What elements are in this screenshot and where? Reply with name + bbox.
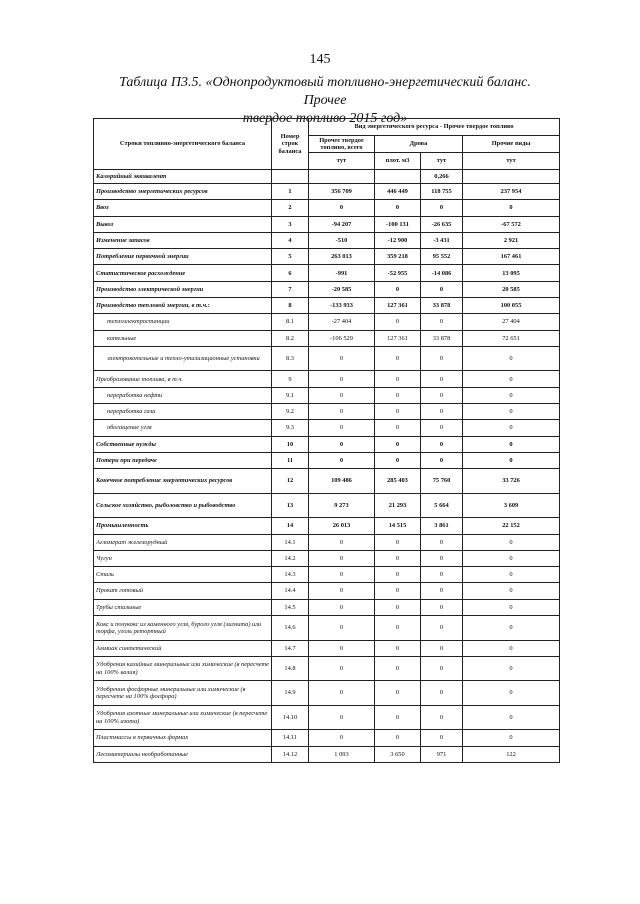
row-value: 0 xyxy=(463,616,560,641)
table-row xyxy=(94,200,560,216)
row-number: 14.4 xyxy=(272,583,309,599)
row-value: 0 xyxy=(375,281,421,297)
table-row xyxy=(94,346,560,371)
row-value: 0 xyxy=(463,346,560,371)
table-row xyxy=(94,567,560,583)
row-value: 0 xyxy=(421,550,463,566)
row-value: 0 xyxy=(309,346,375,371)
row-value: 0 xyxy=(463,200,560,216)
table-row xyxy=(94,493,560,518)
row-label: Удобрения фосфорные минеральные или химические (в пересчете на 100% фосфора) xyxy=(94,681,272,706)
table-row xyxy=(94,518,560,534)
header-total-column: Прочее твердое топливо, всего xyxy=(309,136,375,153)
table-row xyxy=(94,314,560,330)
row-value: 0 xyxy=(309,656,375,681)
row-number: 1 xyxy=(272,184,309,200)
row-value: 33 878 xyxy=(421,298,463,314)
row-number: 9.2 xyxy=(272,404,309,420)
row-value: 0 xyxy=(421,452,463,468)
table-row xyxy=(94,534,560,550)
row-value: 14 515 xyxy=(375,518,421,534)
row-value: 263 013 xyxy=(309,249,375,265)
row-label: Собственные нужды xyxy=(94,436,272,452)
row-value: 122 xyxy=(463,746,560,762)
row-label: котельные xyxy=(94,330,272,346)
row-value: 0 xyxy=(309,599,375,615)
row-label: Сельское хозяйство, рыболовство и рыбоводство xyxy=(94,493,272,518)
table-row xyxy=(94,281,560,297)
row-value: 13 095 xyxy=(463,265,560,281)
row-value: 100 055 xyxy=(463,298,560,314)
row-value: -3 431 xyxy=(421,232,463,248)
header-wood-column: Дрова xyxy=(375,136,463,153)
row-value: 0 xyxy=(463,550,560,566)
row-value: 0 xyxy=(309,371,375,387)
header-rows-column: Строки топливно-энергетического баланса xyxy=(94,119,272,170)
row-value: 5 664 xyxy=(421,493,463,518)
unit-total: тут xyxy=(309,153,375,170)
row-label: обогащение угля xyxy=(94,420,272,436)
row-value: 0 xyxy=(463,387,560,403)
row-value: 0 xyxy=(375,371,421,387)
header-other-column: Прочие виды xyxy=(463,136,560,153)
row-value: -510 xyxy=(309,232,375,248)
row-value: 0 xyxy=(421,681,463,706)
row-value: 0 xyxy=(309,200,375,216)
row-value: 127 361 xyxy=(375,330,421,346)
row-value: 356 709 xyxy=(309,184,375,200)
row-value: 0 xyxy=(309,436,375,452)
row-value: 0 xyxy=(309,420,375,436)
row-label: Производство энергетических ресурсов xyxy=(94,184,272,200)
caption-line-2: твердое топливо 2015 год» xyxy=(242,111,408,126)
row-value: 0 xyxy=(309,705,375,730)
calorific-label: Калорийный эквивалент xyxy=(94,170,272,184)
table-row xyxy=(94,640,560,656)
table-row xyxy=(94,330,560,346)
row-value: 33 878 xyxy=(421,330,463,346)
row-value: 0 xyxy=(463,656,560,681)
row-label: Вывоз xyxy=(94,216,272,232)
row-label: Пластмассы в первичных формах xyxy=(94,730,272,746)
row-number: 14.9 xyxy=(272,681,309,706)
row-value: 0 xyxy=(463,730,560,746)
row-label: Ввоз xyxy=(94,200,272,216)
table-row xyxy=(94,599,560,615)
row-label: Конечное потребление энергетических ресурсов xyxy=(94,469,272,494)
row-number: 13 xyxy=(272,493,309,518)
row-value: 0 xyxy=(375,583,421,599)
row-value: -52 955 xyxy=(375,265,421,281)
row-value: -133 933 xyxy=(309,298,375,314)
row-value: 0 xyxy=(421,583,463,599)
table-row xyxy=(94,469,560,494)
row-value: 3 609 xyxy=(463,493,560,518)
row-value: 3 650 xyxy=(375,746,421,762)
row-value: 0 xyxy=(375,534,421,550)
row-value: 0 xyxy=(421,705,463,730)
row-value: 0 xyxy=(463,705,560,730)
row-value: 0 xyxy=(421,371,463,387)
row-label: Изменение запасов xyxy=(94,232,272,248)
row-label: Трубы стальные xyxy=(94,599,272,615)
row-number: 14.5 xyxy=(272,599,309,615)
row-number: 9 xyxy=(272,371,309,387)
row-number: 9.3 xyxy=(272,420,309,436)
row-number: 11 xyxy=(272,452,309,468)
unit-other: тут xyxy=(463,153,560,170)
row-value: 21 293 xyxy=(375,493,421,518)
row-value: 0 xyxy=(309,404,375,420)
row-value: -26 635 xyxy=(421,216,463,232)
row-value: 0 xyxy=(375,452,421,468)
row-label: Статистическое расхождение xyxy=(94,265,272,281)
table-row xyxy=(94,705,560,730)
calorific-value: 0,266 xyxy=(421,170,463,184)
row-value: 0 xyxy=(375,705,421,730)
row-value: 0 xyxy=(309,583,375,599)
row-number: 14.6 xyxy=(272,616,309,641)
row-number: 6 xyxy=(272,265,309,281)
row-value: 167 461 xyxy=(463,249,560,265)
row-value: -14 086 xyxy=(421,265,463,281)
row-value: 0 xyxy=(375,730,421,746)
row-label: Производство электрической энергии xyxy=(94,281,272,297)
row-value: -100 131 xyxy=(375,216,421,232)
row-label: Аммиак синтетический xyxy=(94,640,272,656)
row-number: 3 xyxy=(272,216,309,232)
row-value: 95 552 xyxy=(421,249,463,265)
row-value: 0 xyxy=(421,567,463,583)
row-value: 0 xyxy=(421,436,463,452)
table-row xyxy=(94,583,560,599)
row-value: 0 xyxy=(421,616,463,641)
row-value: 0 xyxy=(375,346,421,371)
row-value: 0 xyxy=(463,640,560,656)
row-number: 9.1 xyxy=(272,387,309,403)
row-value: 0 xyxy=(375,567,421,583)
row-number: 14.1 xyxy=(272,534,309,550)
row-value: 237 954 xyxy=(463,184,560,200)
row-value: 0 xyxy=(375,436,421,452)
row-label: переработка нефти xyxy=(94,387,272,403)
row-value: -94 207 xyxy=(309,216,375,232)
row-value: 0 xyxy=(421,599,463,615)
row-value: 0 xyxy=(463,534,560,550)
row-value: 0 xyxy=(309,730,375,746)
row-number: 5 xyxy=(272,249,309,265)
row-label: Преобразование топлива, в т.ч. xyxy=(94,371,272,387)
row-value: 0 xyxy=(375,200,421,216)
table-row xyxy=(94,656,560,681)
row-label: Агломерат железорудный xyxy=(94,534,272,550)
row-value: 0 xyxy=(463,371,560,387)
row-value: -991 xyxy=(309,265,375,281)
calorific-row xyxy=(94,170,560,184)
row-value: 26 013 xyxy=(309,518,375,534)
row-value: 0 xyxy=(375,599,421,615)
row-value: 0 xyxy=(309,387,375,403)
row-value: 0 xyxy=(375,616,421,641)
row-number: 8.3 xyxy=(272,346,309,371)
table-row xyxy=(94,436,560,452)
row-value: 0 xyxy=(463,404,560,420)
row-label: переработка газа xyxy=(94,404,272,420)
row-value: 0 xyxy=(375,640,421,656)
row-value: 0 xyxy=(309,681,375,706)
row-value: 0 xyxy=(375,404,421,420)
row-number: 14.2 xyxy=(272,550,309,566)
energy-balance-table xyxy=(93,118,560,763)
row-value: 118 755 xyxy=(421,184,463,200)
header-number-column: Номер строк баланса xyxy=(272,119,309,170)
caption-line-1: Таблица П3.5. «Однопродуктовый топливно-энергетический баланс. Прочее xyxy=(119,75,531,108)
row-value: -27 404 xyxy=(309,314,375,330)
row-value: 0 xyxy=(421,346,463,371)
row-number: 8 xyxy=(272,298,309,314)
table-row xyxy=(94,387,560,403)
row-value: 0 xyxy=(421,404,463,420)
row-value: 0 xyxy=(421,656,463,681)
table-row xyxy=(94,216,560,232)
row-number: 4 xyxy=(272,232,309,248)
page-number: 145 xyxy=(309,52,331,67)
row-number: 8.2 xyxy=(272,330,309,346)
row-value: 0 xyxy=(421,420,463,436)
row-value: 285 403 xyxy=(375,469,421,494)
row-value: 27 404 xyxy=(463,314,560,330)
header-resource-group: Вид энергетического ресурса - Прочее твердое топливо xyxy=(309,119,560,136)
table-row xyxy=(94,730,560,746)
row-value: 22 152 xyxy=(463,518,560,534)
row-value: 0 xyxy=(375,656,421,681)
row-value: 33 726 xyxy=(463,469,560,494)
row-value: 0 xyxy=(375,314,421,330)
row-number: 14.7 xyxy=(272,640,309,656)
row-number: 2 xyxy=(272,200,309,216)
row-value: 0 xyxy=(463,420,560,436)
row-value: 0 xyxy=(309,616,375,641)
row-value: 127 361 xyxy=(375,298,421,314)
row-number: 12 xyxy=(272,469,309,494)
table-row xyxy=(94,746,560,762)
row-label: электрокотельные и тепло-утилизационные установки xyxy=(94,346,272,371)
row-label: Сталь xyxy=(94,567,272,583)
row-number: 7 xyxy=(272,281,309,297)
row-value: 0 xyxy=(309,550,375,566)
row-value: 0 xyxy=(463,436,560,452)
row-value: 0 xyxy=(421,730,463,746)
row-label: Чугун xyxy=(94,550,272,566)
table-row xyxy=(94,616,560,641)
table-row xyxy=(94,298,560,314)
row-value: 0 xyxy=(463,567,560,583)
row-label: Прокат готовый xyxy=(94,583,272,599)
row-number: 8.1 xyxy=(272,314,309,330)
row-label: Удобрения азотные минеральные или химические (в пересчете на 100% азота) xyxy=(94,705,272,730)
row-value: 109 486 xyxy=(309,469,375,494)
row-label: Потери при передаче xyxy=(94,452,272,468)
row-value: -20 585 xyxy=(309,281,375,297)
row-value: -12 900 xyxy=(375,232,421,248)
row-value: 0 xyxy=(375,550,421,566)
row-number: 10 xyxy=(272,436,309,452)
row-number: 14.10 xyxy=(272,705,309,730)
table-row xyxy=(94,184,560,200)
table-row xyxy=(94,265,560,281)
table-row xyxy=(94,681,560,706)
row-number: 14.8 xyxy=(272,656,309,681)
row-value: 0 xyxy=(463,452,560,468)
row-value: 971 xyxy=(421,746,463,762)
row-value: 1 093 xyxy=(309,746,375,762)
row-number: 14.11 xyxy=(272,730,309,746)
row-value: 0 xyxy=(309,452,375,468)
row-label: Удобрения калийные минеральные или химические (в пересчете на 100% калия) xyxy=(94,656,272,681)
row-value: 0 xyxy=(421,281,463,297)
row-value: 0 xyxy=(375,681,421,706)
row-value: -106 529 xyxy=(309,330,375,346)
row-number: 14 xyxy=(272,518,309,534)
row-value: 0 xyxy=(309,640,375,656)
row-value: 0 xyxy=(309,534,375,550)
row-value: 0 xyxy=(309,567,375,583)
row-value: 0 xyxy=(375,420,421,436)
table-row xyxy=(94,452,560,468)
row-value: 0 xyxy=(463,583,560,599)
table-row xyxy=(94,404,560,420)
table-row xyxy=(94,371,560,387)
row-number: 14.3 xyxy=(272,567,309,583)
row-label: Производство тепловой энергии, в т.ч.: xyxy=(94,298,272,314)
row-value: 446 449 xyxy=(375,184,421,200)
row-value: 75 760 xyxy=(421,469,463,494)
row-value: 0 xyxy=(463,681,560,706)
row-value: 0 xyxy=(421,200,463,216)
table-row xyxy=(94,249,560,265)
row-label: Лесоматериалы необработанные xyxy=(94,746,272,762)
unit-wood-volume: плот. м3 xyxy=(375,153,421,170)
row-value: 0 xyxy=(421,387,463,403)
row-label: Промышленность xyxy=(94,518,272,534)
row-value: 0 xyxy=(421,314,463,330)
row-label: Кокс и полукокс из каменного угля, бурого угля (лигнита) или торфа, уголь ретортный xyxy=(94,616,272,641)
row-value: 0 xyxy=(375,387,421,403)
table-row xyxy=(94,550,560,566)
row-label: Потребление первичной энергии xyxy=(94,249,272,265)
row-label: теплоэлектростанции xyxy=(94,314,272,330)
table-row xyxy=(94,232,560,248)
row-value: 2 921 xyxy=(463,232,560,248)
row-value: 9 273 xyxy=(309,493,375,518)
unit-wood-tut: тут xyxy=(421,153,463,170)
row-number: 14.12 xyxy=(272,746,309,762)
row-value: 20 585 xyxy=(463,281,560,297)
row-value: 72 651 xyxy=(463,330,560,346)
table-row xyxy=(94,420,560,436)
row-value: 0 xyxy=(463,599,560,615)
row-value: -67 572 xyxy=(463,216,560,232)
row-value: 3 861 xyxy=(421,518,463,534)
row-value: 0 xyxy=(421,534,463,550)
row-value: 359 218 xyxy=(375,249,421,265)
row-value: 0 xyxy=(421,640,463,656)
